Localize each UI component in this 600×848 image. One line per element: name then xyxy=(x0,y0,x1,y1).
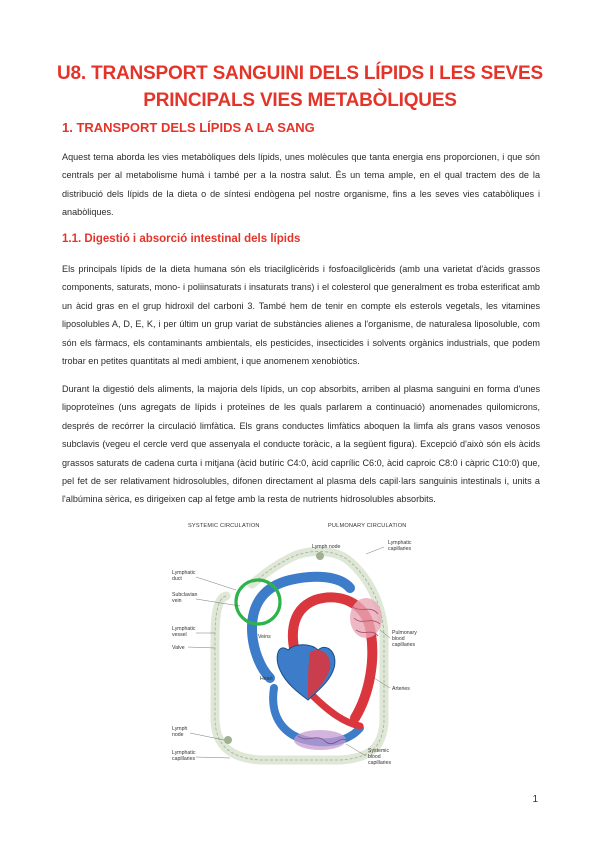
pulmonary-capillary-bed xyxy=(350,598,382,638)
circulation-figure xyxy=(170,518,436,780)
label-systemic-cap-3: capillaries xyxy=(368,760,392,766)
pulmonary-label: PULMONARY CIRCULATION xyxy=(328,523,407,529)
artery-lower xyxy=(310,693,360,726)
label-subclavian-1: Subclavian xyxy=(172,592,198,598)
label-systemic-cap-1: Systemic xyxy=(368,748,390,754)
label-arteries: Arteries xyxy=(392,686,410,692)
label-pulmonary-cap-2: blood xyxy=(392,636,405,642)
systemic-label: SYSTEMIC CIRCULATION xyxy=(188,523,260,529)
label-lymph-node-top: Lymph node xyxy=(312,544,341,550)
label-lymphatic-vessel-1: Lymphatic xyxy=(172,626,196,632)
lymph-node-bottom xyxy=(224,736,232,744)
label-lymphatic-vessel-2: vessel xyxy=(172,632,187,638)
section-heading: 1. TRANSPORT DELS LÍPIDS A LA SANG xyxy=(62,120,315,135)
label-lymphatic-capillaries-top-1: Lymphatic xyxy=(388,540,412,546)
label-heart: Heart xyxy=(260,676,273,682)
label-pulmonary-cap-1: Pulmonary xyxy=(392,630,417,636)
paragraph-digestion: Durant la digestió dels aliments, la majoria dels lípids, un cop absorbits, arriben al plasma sanguini en forma d'unes lipoproteïnes (uns agregats de lípids i proteïnes de les quals parlarem a continuació) anomenades quilomicrons, després de recórrer la circulació limfàtica. Els grans conductes limfàtics aboquen la limfa als grans vasos venosos subclavis (vegeu el cercle verd que assenyala el conducte toràcic, a la següent figura). Excepció d'això són els àcids grassos saturats de cadena curta i mitjana (àcid butíric C4:0, àcid caprílic C6:0, àcid caproic C8:0 i càpric C10:0) que, pel fet de ser relativament hidrosolubles, difonen directament al plasma dels capil·lars sanguinis intestinals i, units a l'albúmina sèrica, es dirigeixen cap al fetge amb la resta de nutrients hidrosolubles absorbits. xyxy=(62,384,540,505)
label-lymphatic-duct-1: Lymphatic xyxy=(172,570,196,576)
label-lymphatic-capillaries-top-2: capillaries xyxy=(388,546,412,552)
label-subclavian-2: vein xyxy=(172,598,182,604)
document-title: U8. TRANSPORT SANGUINI DELS LÍPIDS I LES SEVES PRINCIPALS VIES METABÒLIQUES xyxy=(57,63,543,111)
lymph-node-top xyxy=(316,552,324,560)
circulation-diagram xyxy=(170,518,436,780)
label-lymphatic-capillaries-2: capillaries xyxy=(172,756,196,762)
label-pulmonary-cap-3: capillaries xyxy=(392,642,416,648)
label-systemic-cap-2: blood xyxy=(368,754,381,760)
page-number: 1 xyxy=(532,794,538,805)
paragraph-dietary-lipids: Els principals lípids de la dieta humana són els triacilglicèrids i fosfoacilglicèrids (amb una varietat d'àcids grassos components, saturats, mono- i poliinsaturats i insaturats trans) i el colesterol que generalment es troba esterificat amb un àcid gras en el grup hidroxil del carboni 3. També hem de tenir en compte els esterols vegetals, les vitamines liposolubles A, D, E, K, i per últim un grup variat de substàncies alienes a l'organisme, de naturalesa liposoluble, com són els fàrmacs, els contaminants ambientals, els pesticides, insecticides i solvents orgànics industrials, que podem trobar en petites quantitats al medi ambient, i que anomenem xenobiòtics. xyxy=(62,264,540,367)
label-veins: Veins xyxy=(258,634,271,640)
label-lymphatic-capillaries-1: Lymphatic xyxy=(172,750,196,756)
systemic-capillary-bed xyxy=(294,730,346,750)
paragraph-intro: Aquest tema aborda les vies metabòliques dels lípids, unes molècules que tanta energia ens proporcionen, i que són centrals per al metabolisme humà i també per a la nostra salut. És un tema ample, en el qual tractem des de la distribució dels lípids de la dieta o de síntesi endògena pel nostre organisme, fins a les seves vies catabòliques i anabòliques. xyxy=(62,152,540,218)
subsection-heading: 1.1. Digestió i absorció intestinal dels lípids xyxy=(62,233,301,245)
label-lymph-node-1: Lymph xyxy=(172,726,188,732)
label-lymphatic-duct-2: duct xyxy=(172,576,182,582)
heart-shape xyxy=(277,645,335,700)
label-lymph-node-2: node xyxy=(172,732,184,738)
label-valve: Valve xyxy=(172,645,185,651)
